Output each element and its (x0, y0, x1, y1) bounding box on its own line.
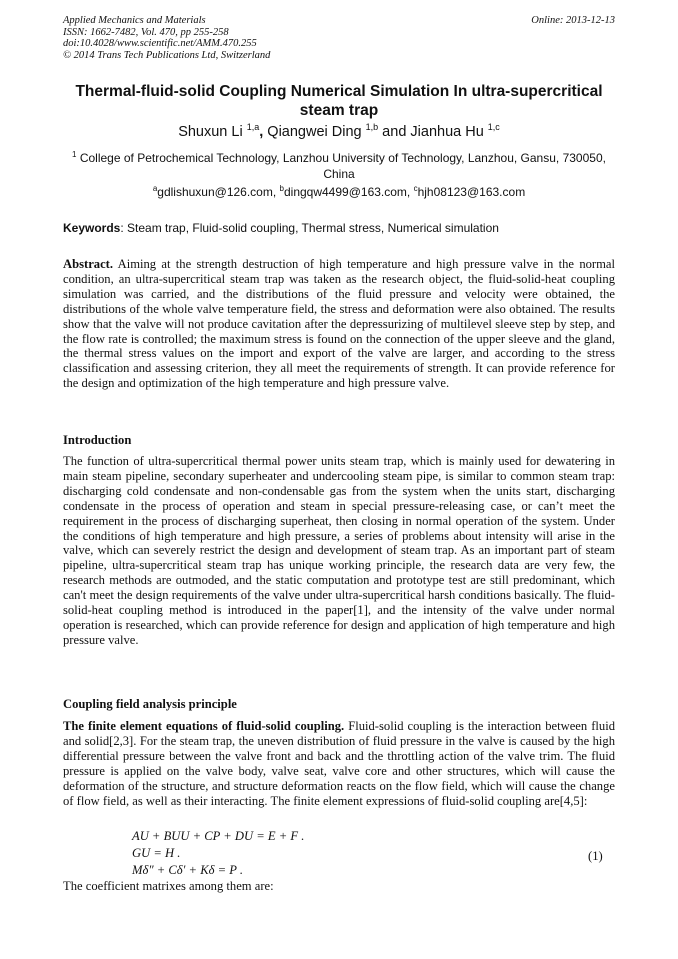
author-separator: , (259, 124, 268, 140)
author-sup: 1,b (365, 122, 379, 132)
paper-title: Thermal-fluid-solid Coupling Numerical Simulation In ultra-supercritical steam trap (75, 83, 603, 119)
affiliation-sup: 1 (72, 150, 77, 159)
keywords-label: Keywords (63, 221, 121, 235)
email-separator: , (406, 185, 414, 199)
equation-line-1: AU + BUU + CP + DU = E + F . (132, 829, 305, 843)
abstract-label: Abstract. (63, 257, 114, 271)
author-separator: and (378, 124, 411, 140)
online-date: Online: 2013-12-13 (531, 15, 615, 26)
copyright-line: © 2014 Trans Tech Publications Ltd, Switzerland (63, 49, 271, 61)
author-name: Shuxun Li (178, 124, 243, 140)
email-sup: c (413, 184, 418, 193)
email-separator: , (272, 185, 280, 199)
journal-name: Applied Mechanics and Materials (63, 15, 206, 26)
equation-number: (1) (588, 849, 603, 863)
author-sup: 1,c (487, 122, 500, 132)
author-name: Jianhua Hu (410, 124, 484, 140)
author-name: Qiangwei Ding (267, 124, 362, 140)
affiliation (60, 150, 618, 182)
equation-line-2: GU = H . (132, 846, 181, 860)
email-address: hjh08123@163.com (417, 185, 526, 199)
email-sup: b (279, 184, 284, 193)
affiliation-text: College of Petrochemical Technology, Lanzhou University of Technology, Lanzhou, Gansu, 730050, China (76, 151, 606, 181)
introduction-heading: Introduction (63, 433, 132, 447)
email-list (60, 184, 618, 200)
email-sup: a (152, 184, 158, 193)
introduction-text: The function of ultra-supercritical thermal power units steam trap, which is mainly used for dewatering in main steam pipeline, secondary superheater and undercooling steam pipe, is similar to common steam trap: discharging cold condensate and non-condensable gas from the system when the units start, discharging condensate in the process of operation and steam in special pressure-releasing case, or can’t meet the requirement in the process of discharging superheat, then closing in normal operation of the system. Under the conditions of high temperature and high pressure, a series of problems about intensity will arise in the valve, which can severely restrict the design and development of steam trap. As an important part of steam pipeline, ultra-supercritical steam trap has unique working principle, the research data are very few, the research methods are outmoded, and the static computation and prototype test are still predominant, which can't meet the design requirements of the valve under ultra-supercritical harsh conditions basically. The fluid-solid-heat coupling method is introduced in the paper[1], and the intensity of the valve under normal operation is researched, which can provide reference for design and application of high temperature and high pressure valve. (63, 454, 615, 647)
equation-line-3: Mδ″ + Cδ′ + Kδ = P . (132, 863, 244, 877)
abstract (63, 257, 615, 391)
author-sup: 1,a (246, 122, 260, 132)
journal-header (63, 15, 615, 61)
coupling-text: Fluid-solid coupling is the interaction between fluid and solid[2,3]. For the steam trap, the uneven distribution of fluid pressure in the valve is caused by the high differential pressure between the valve front and back and the throttling action of the valve trim. The fluid pressure is applied on the valve body, valve seat, valve core and other structures, which will cause the deformation of the structure, and structure deformation reacts on the flow field, which will cause the change of flow field, as well as their interacting. The finite element expressions of fluid-solid coupling are[4,5]: (63, 719, 615, 808)
email-address: dingqw4499@163.com (283, 185, 407, 199)
issn-line: ISSN: 1662-7482, Vol. 470, pp 255-258 (63, 26, 229, 38)
abstract-text: Aiming at the strength destruction of high temperature and high pressure valve in the normal condition, an ultra-supercritical steam trap was taken as the research object, the fluid-solid-heat coupling simulation was carried, and the distributions of the fluid pressure and velocity were obtained, the distributions of the whole valve temperature field, the stress and deformation were also obtained. The results show that the valve will not produce cavitation after the depressurizing of multilevel sleeve step by step, and the flow rate is controlled; the maximum stress is found on the connection of the upper sleeve and the gland, the thermal stress values on the import and export of the valve are larger, and according to the stress classification and assessing criterion, they all meet the requirements of strength. It can provide reference for the design and optimization of the high temperature and high pressure valve. (63, 257, 615, 391)
coupling-heading: Coupling field analysis principle (63, 697, 237, 711)
coefficient-text: The coefficient matrixes among them are: (63, 879, 274, 893)
author-list (60, 123, 618, 141)
doi-line: doi:10.4028/www.scientific.net/AMM.470.255 (63, 38, 257, 49)
keywords-text: : Steam trap, Fluid-solid coupling, Thermal stress, Numerical simulation (120, 221, 499, 235)
email-address: gdlishuxun@126.com (157, 185, 273, 199)
keywords (63, 221, 615, 236)
coupling-lead: The finite element equations of fluid-solid coupling. (63, 719, 345, 733)
coupling-paragraph (63, 719, 615, 808)
